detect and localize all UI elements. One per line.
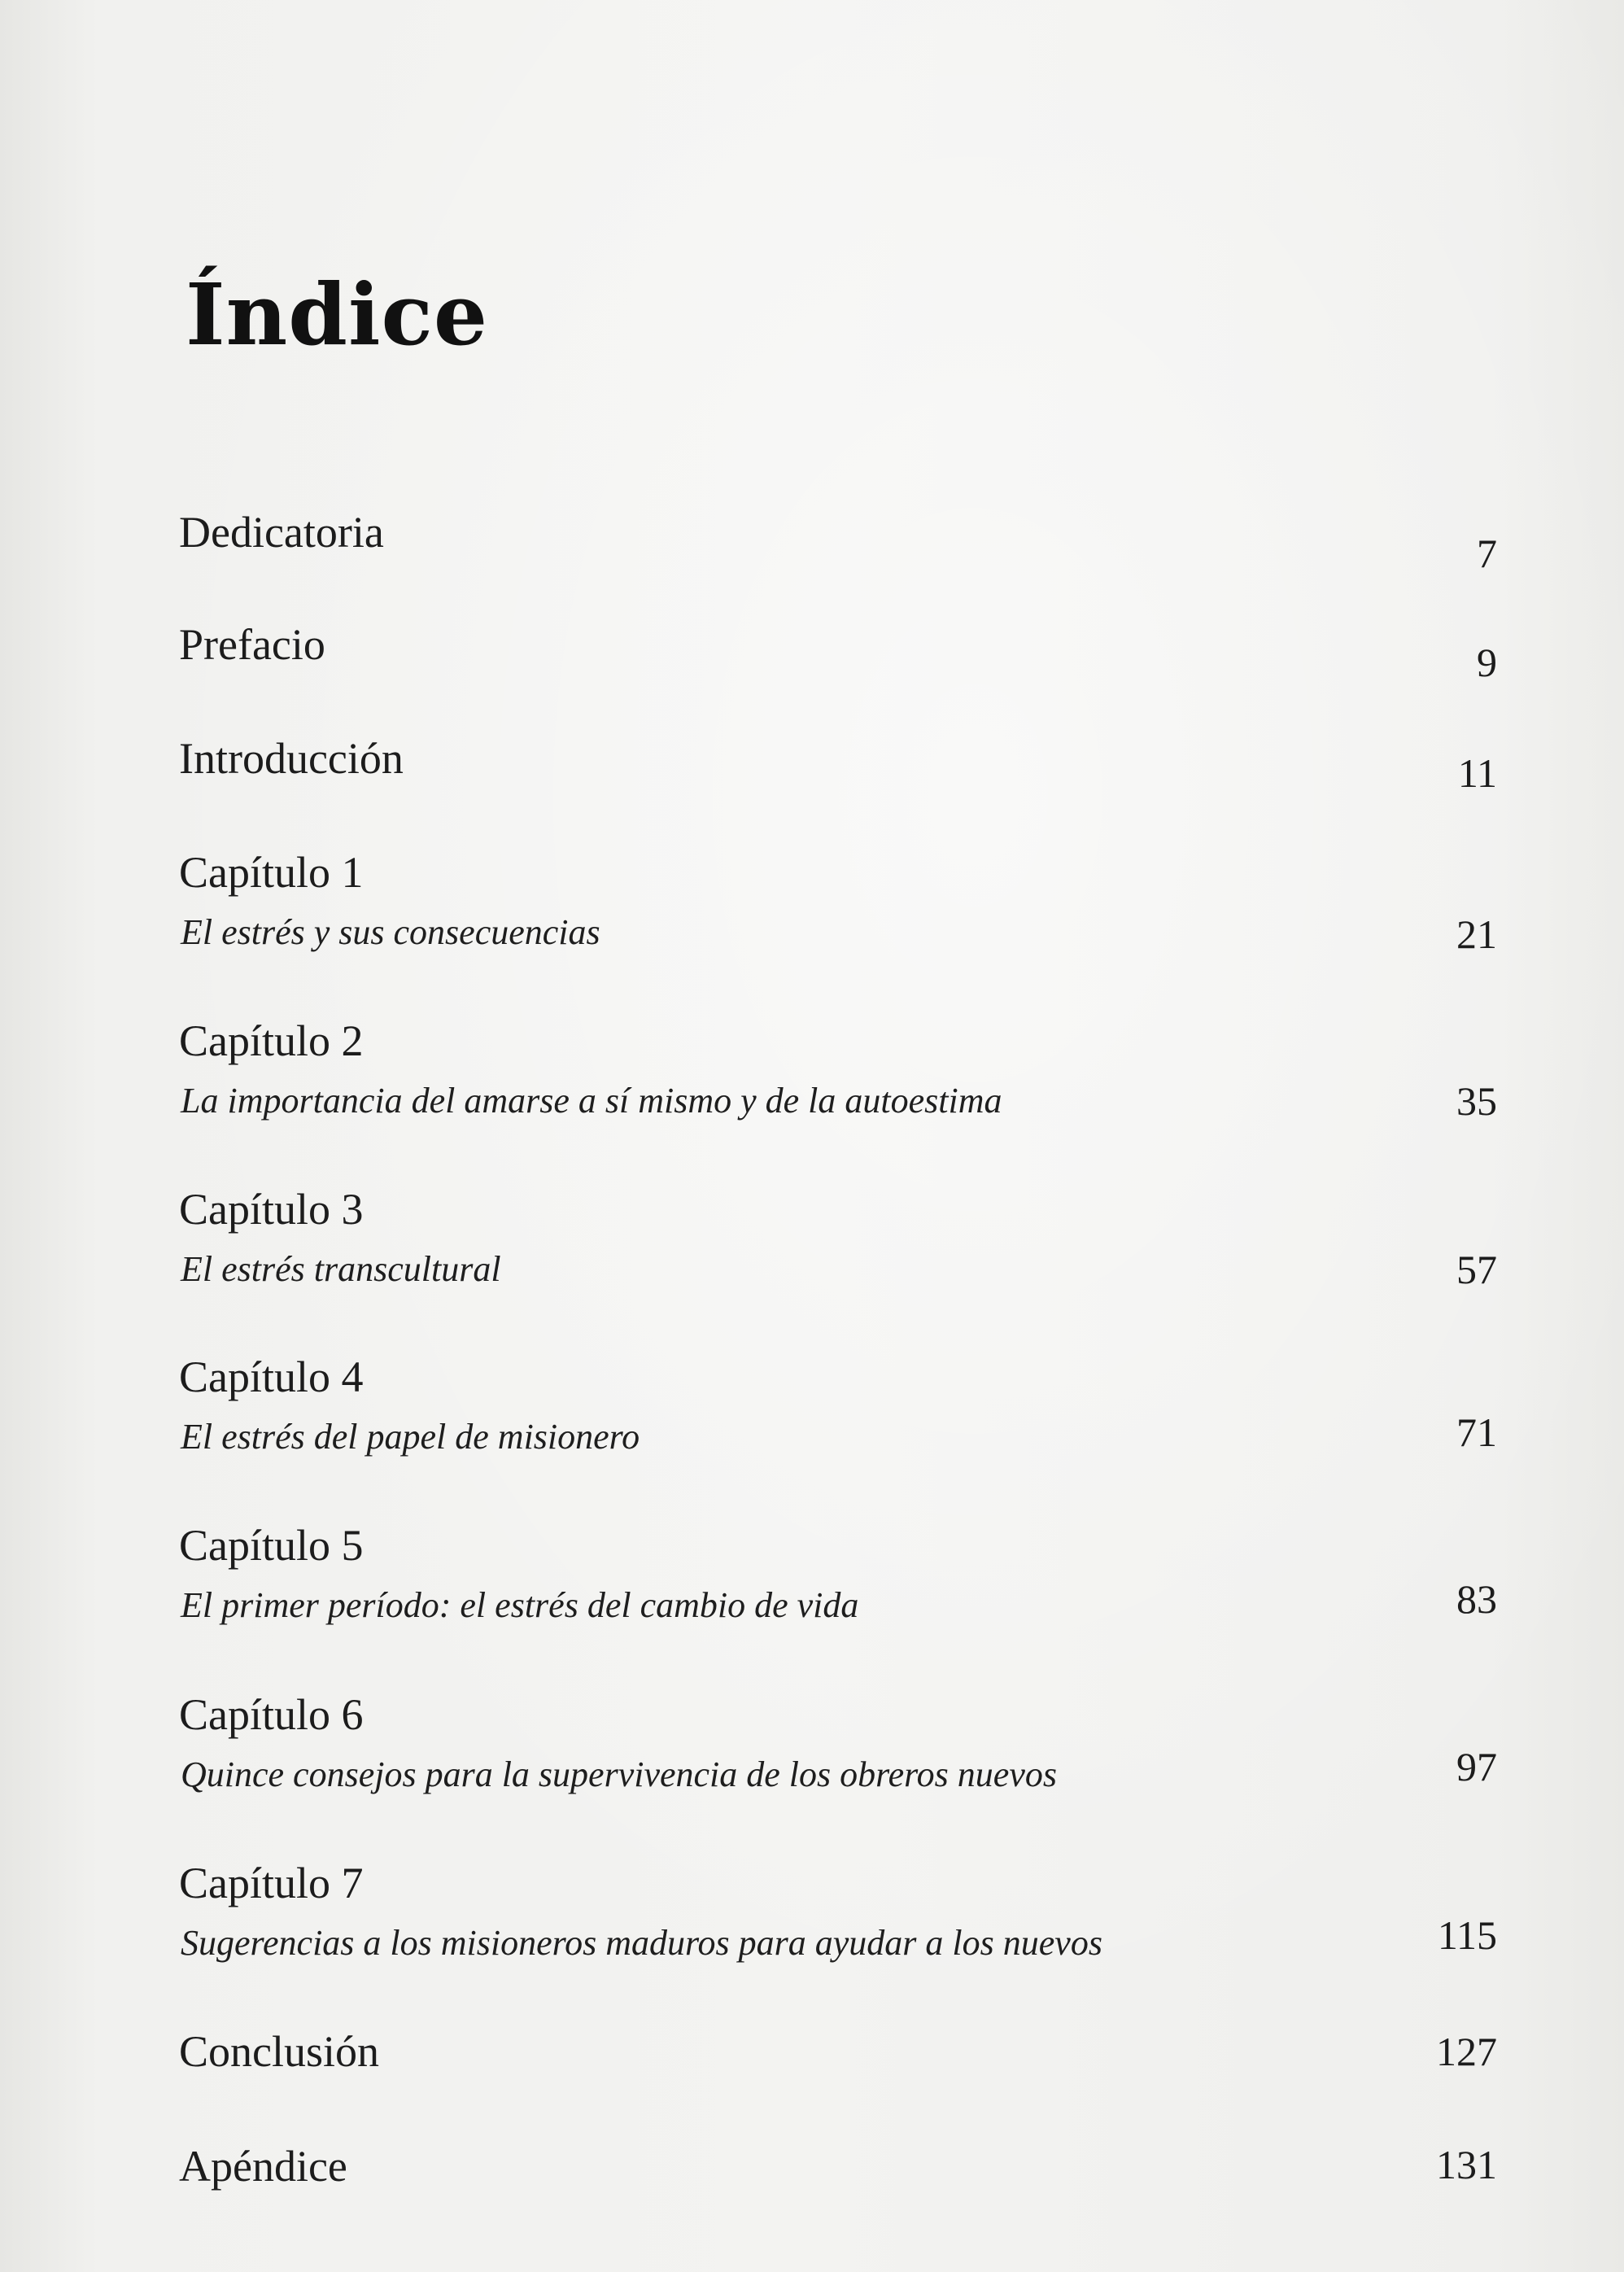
toc-page-number: 35: [1456, 1078, 1497, 1124]
toc-entry-label: Conclusión: [179, 2027, 380, 2076]
page-title: Índice: [186, 264, 488, 365]
toc-entry-subtitle: El estrés del papel de misionero: [181, 1417, 640, 1457]
toc-entry-label: Capítulo 7: [179, 1859, 364, 1907]
toc-entry-label: Capítulo 5: [179, 1521, 364, 1570]
toc-entry-subtitle: La importancia del amarse a sí mismo y de la autoestima: [181, 1081, 1002, 1121]
toc-page-number: 127: [1436, 2029, 1497, 2074]
toc-entry-label: Capítulo 2: [179, 1016, 364, 1065]
toc-entry-label: Apéndice: [179, 2142, 347, 2191]
toc-page-number: 7: [1477, 531, 1497, 576]
toc-entry-label: Prefacio: [179, 620, 325, 669]
toc-entry-label: Capítulo 6: [179, 1690, 364, 1739]
toc-page-number: 57: [1456, 1247, 1497, 1292]
toc-page-number: 83: [1456, 1576, 1497, 1622]
toc-entry-label: Capítulo 4: [179, 1352, 364, 1401]
toc-page-number: 11: [1457, 750, 1497, 796]
toc-entry-subtitle: El primer período: el estrés del cambio de vida: [181, 1585, 859, 1625]
toc-page-number: 71: [1456, 1409, 1497, 1455]
toc-page-number: 131: [1436, 2142, 1497, 2187]
toc-entry-label: Introducción: [179, 734, 404, 783]
toc-entry-subtitle: Sugerencias a los misioneros maduros para ayudar a los nuevos: [181, 1923, 1102, 1963]
toc-entry-label: Capítulo 1: [179, 848, 364, 897]
toc-entry-label: Capítulo 3: [179, 1185, 364, 1234]
toc-entry-label: Dedicatoria: [179, 508, 384, 557]
toc-entry-subtitle: Quince consejos para la supervivencia de los obreros nuevos: [181, 1754, 1057, 1794]
toc-page-number: 9: [1477, 640, 1497, 685]
toc-page-number: 97: [1456, 1744, 1497, 1789]
toc-entry-subtitle: El estrés y sus consecuencias: [181, 912, 600, 952]
toc-entry-subtitle: El estrés transcultural: [181, 1249, 501, 1289]
toc-page-number: 115: [1437, 1912, 1497, 1958]
toc-page-number: 21: [1456, 911, 1497, 957]
